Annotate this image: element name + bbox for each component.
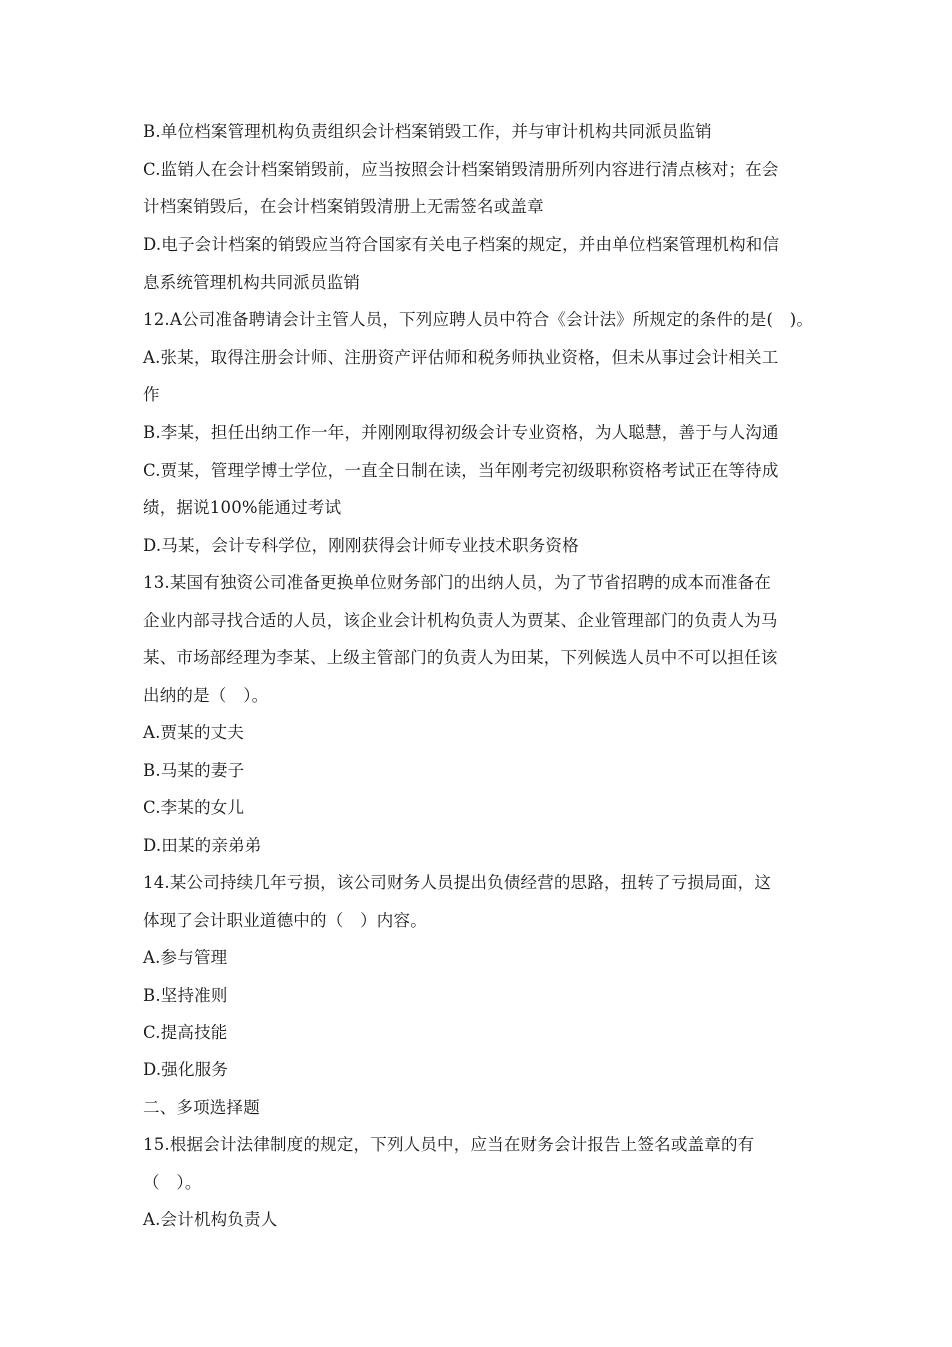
text-line: 企业内部寻找合适的人员，该企业会计机构负责人为贾某、企业管理部门的负责人为马 — [143, 611, 778, 630]
text-line: 出纳的是（ ）。 — [143, 686, 269, 705]
option-b: B.李某，担任出纳工作一年，并刚刚取得初级会计专业资格，为人聪慧，善于与人沟通 — [143, 423, 779, 442]
option-b: B.坚持准则 — [143, 986, 228, 1005]
option-a: A.会计机构负责人 — [143, 1210, 278, 1229]
option-c: C.提高技能 — [143, 1023, 228, 1042]
question-15: 15.根据会计法律制度的规定，下列人员中，应当在财务会计报告上签名或盖章的有 — [143, 1135, 755, 1154]
option-a: A.张某，取得注册会计师、注册资产评估师和税务师执业资格，但未从事过会计相关工 — [143, 348, 779, 367]
question-12: 12.A公司准备聘请会计主管人员，下列应聘人员中符合《会计法》所规定的条件的是( )。 — [143, 310, 814, 329]
section-heading: 二、多项选择题 — [143, 1098, 260, 1117]
text-line: 绩，据说100%能通过考试 — [143, 498, 342, 517]
option-a: A.参与管理 — [143, 948, 228, 967]
text-line: 某、市场部经理为李某、上级主管部门的负责人为田某，下列候选人员中不可以担任该 — [143, 648, 778, 667]
option-d: D.强化服务 — [143, 1060, 229, 1079]
text-line: 计档案销毁后，在会计档案销毁清册上无需签名或盖章 — [143, 197, 544, 216]
option-d: D.马某，会计专科学位，刚刚获得会计师专业技术职务资格 — [143, 536, 579, 555]
question-14: 14.某公司持续几年亏损，该公司财务人员提出负债经营的思路，扭转了亏损局面，这 — [143, 873, 772, 892]
text-line: 体现了会计职业道德中的（ ）内容。 — [143, 911, 427, 930]
option-d: D.田某的亲弟弟 — [143, 836, 262, 855]
option-b: B.马某的妻子 — [143, 761, 245, 780]
option-a: A.贾某的丈夫 — [143, 723, 245, 742]
text-line: C.监销人在会计档案销毁前，应当按照会计档案销毁清册所列内容进行清点核对；在会 — [143, 160, 779, 179]
text-line: 息系统管理机构共同派员监销 — [143, 273, 361, 292]
text-line: （ ）。 — [143, 1173, 202, 1192]
option-c: C.贾某，管理学博士学位，一直全日制在读，当年刚考完初级职称资格考试正在等待成 — [143, 461, 779, 480]
text-line: D.电子会计档案的销毁应当符合国家有关电子档案的规定，并由单位档案管理机构和信 — [143, 235, 780, 254]
question-13: 13.某国有独资公司准备更换单位财务部门的出纳人员，为了节省招聘的成本而准备在 — [143, 573, 772, 592]
text-line: B.单位档案管理机构负责组织会计档案销毁工作，并与审计机构共同派员监销 — [143, 122, 712, 141]
option-c: C.李某的女儿 — [143, 798, 245, 817]
text-line: 作 — [143, 385, 160, 404]
